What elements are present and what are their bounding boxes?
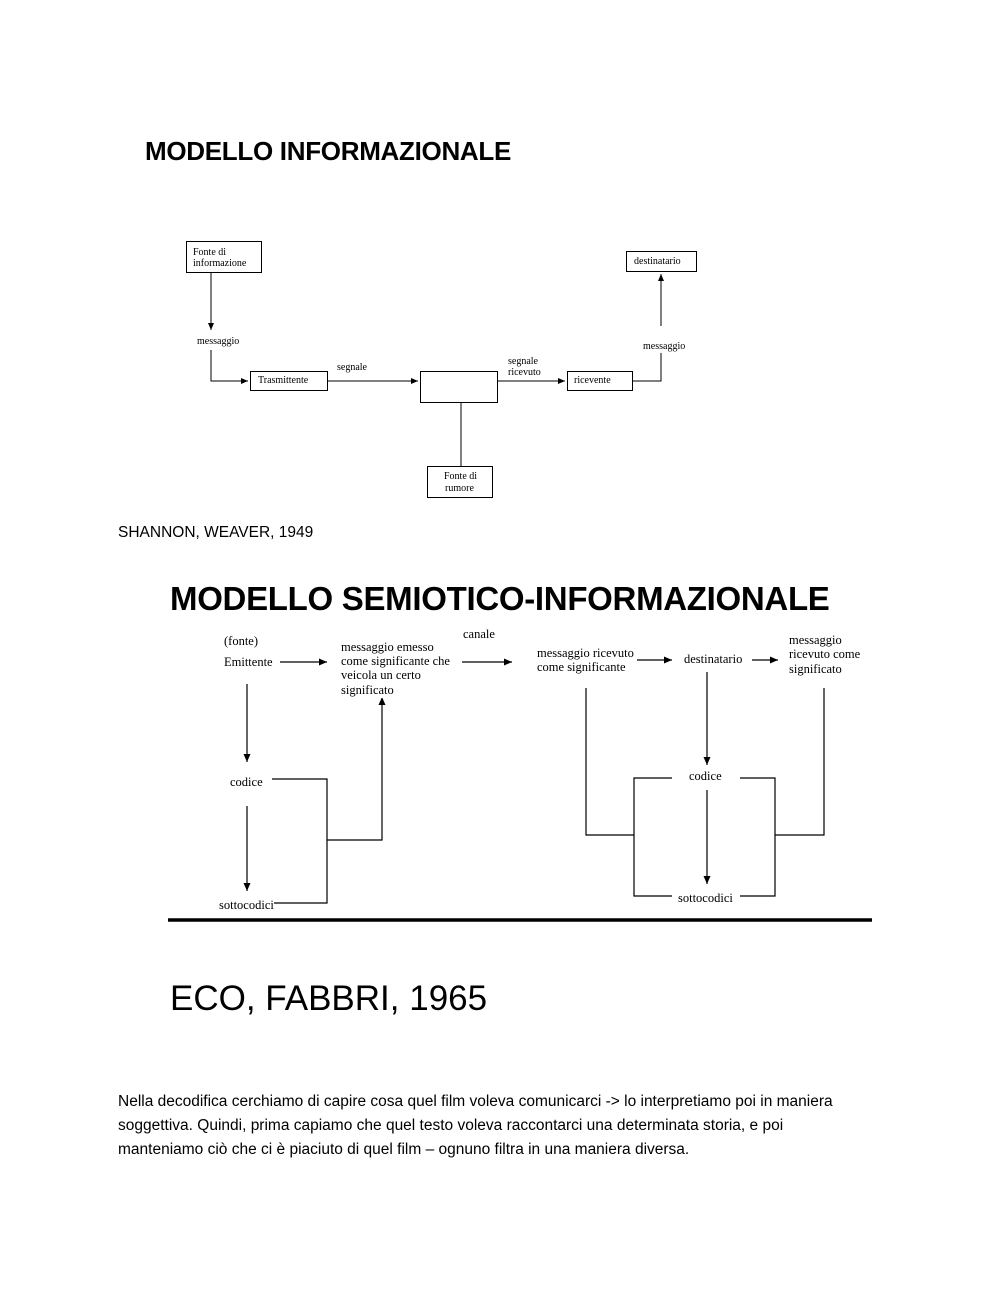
connector-bracket-to-messaggio bbox=[327, 697, 382, 840]
connector-ricevuto-to-bracket bbox=[586, 688, 634, 835]
label-fonte-2: informazione bbox=[193, 258, 247, 269]
label-destinatario-2: destinatario bbox=[684, 652, 743, 666]
label-significato-1: messaggio bbox=[789, 633, 842, 647]
heading-modello-semiotico: MODELLO SEMIOTICO-INFORMAZIONALE bbox=[170, 580, 830, 617]
label-messaggio-ricevuto-2: come significante bbox=[537, 660, 626, 674]
bracket-right-left bbox=[634, 778, 672, 896]
paragraph bbox=[118, 1090, 918, 1162]
connector-significato-to-bracket bbox=[775, 688, 824, 835]
label-sottocodici-right: sottocodici bbox=[678, 891, 733, 905]
label-codice-right: codice bbox=[689, 769, 722, 783]
bracket-right-right bbox=[740, 778, 775, 896]
label-emittente: Emittente bbox=[224, 655, 273, 669]
label-messaggio-right: messaggio bbox=[643, 341, 686, 352]
label-codice-left: codice bbox=[230, 775, 263, 789]
label-messaggio-emesso-3: veicola un certo bbox=[341, 668, 421, 682]
caption-shannon-weaver: SHANNON, WEAVER, 1949 bbox=[118, 524, 314, 541]
label-rumore-2: rumore bbox=[445, 483, 474, 494]
label-segnale-ricevuto-1: segnale bbox=[508, 356, 538, 367]
label-fonte: (fonte) bbox=[224, 634, 259, 648]
label-destinatario: destinatario bbox=[634, 256, 681, 267]
label-ricevente: ricevente bbox=[574, 375, 611, 386]
label-messaggio-ricevuto-1: messaggio ricevuto bbox=[537, 646, 634, 660]
label-trasmittente: Trasmittente bbox=[258, 375, 309, 386]
heading-modello-informazionale: MODELLO INFORMAZIONALE bbox=[145, 136, 512, 166]
label-significato-2: ricevuto come bbox=[789, 647, 861, 661]
paragraph-line-3: manteniamo ciò che ci è piaciuto di quel film – ognuno filtra in una maniera diversa. bbox=[118, 1141, 690, 1158]
label-canale: canale bbox=[463, 627, 495, 641]
label-messaggio-emesso-2: come significante che bbox=[341, 654, 450, 668]
label-rumore-1: Fonte di bbox=[444, 471, 478, 482]
label-fonte-1: Fonte di bbox=[193, 247, 227, 258]
label-messaggio-emesso-4: significato bbox=[341, 683, 394, 697]
paragraph-line-2: soggettiva. Quindi, prima capiamo che quel testo voleva raccontarci una determinata storia, e poi bbox=[118, 1117, 784, 1134]
label-segnale: segnale bbox=[337, 362, 367, 373]
label-segnale-ricevuto-2: ricevuto bbox=[508, 367, 541, 378]
label-messaggio-emesso-1: messaggio emesso bbox=[341, 640, 434, 654]
label-messaggio-left: messaggio bbox=[197, 336, 240, 347]
caption-eco-fabbri: ECO, FABBRI, 1965 bbox=[170, 979, 488, 1018]
bracket-left bbox=[272, 779, 327, 903]
label-significato-3: significato bbox=[789, 662, 842, 676]
paragraph-line-1: Nella decodifica cerchiamo di capire cosa quel film voleva comunicarci -> lo interpretiamo poi in maniera bbox=[118, 1093, 833, 1110]
label-sottocodici-left: sottocodici bbox=[219, 898, 274, 912]
